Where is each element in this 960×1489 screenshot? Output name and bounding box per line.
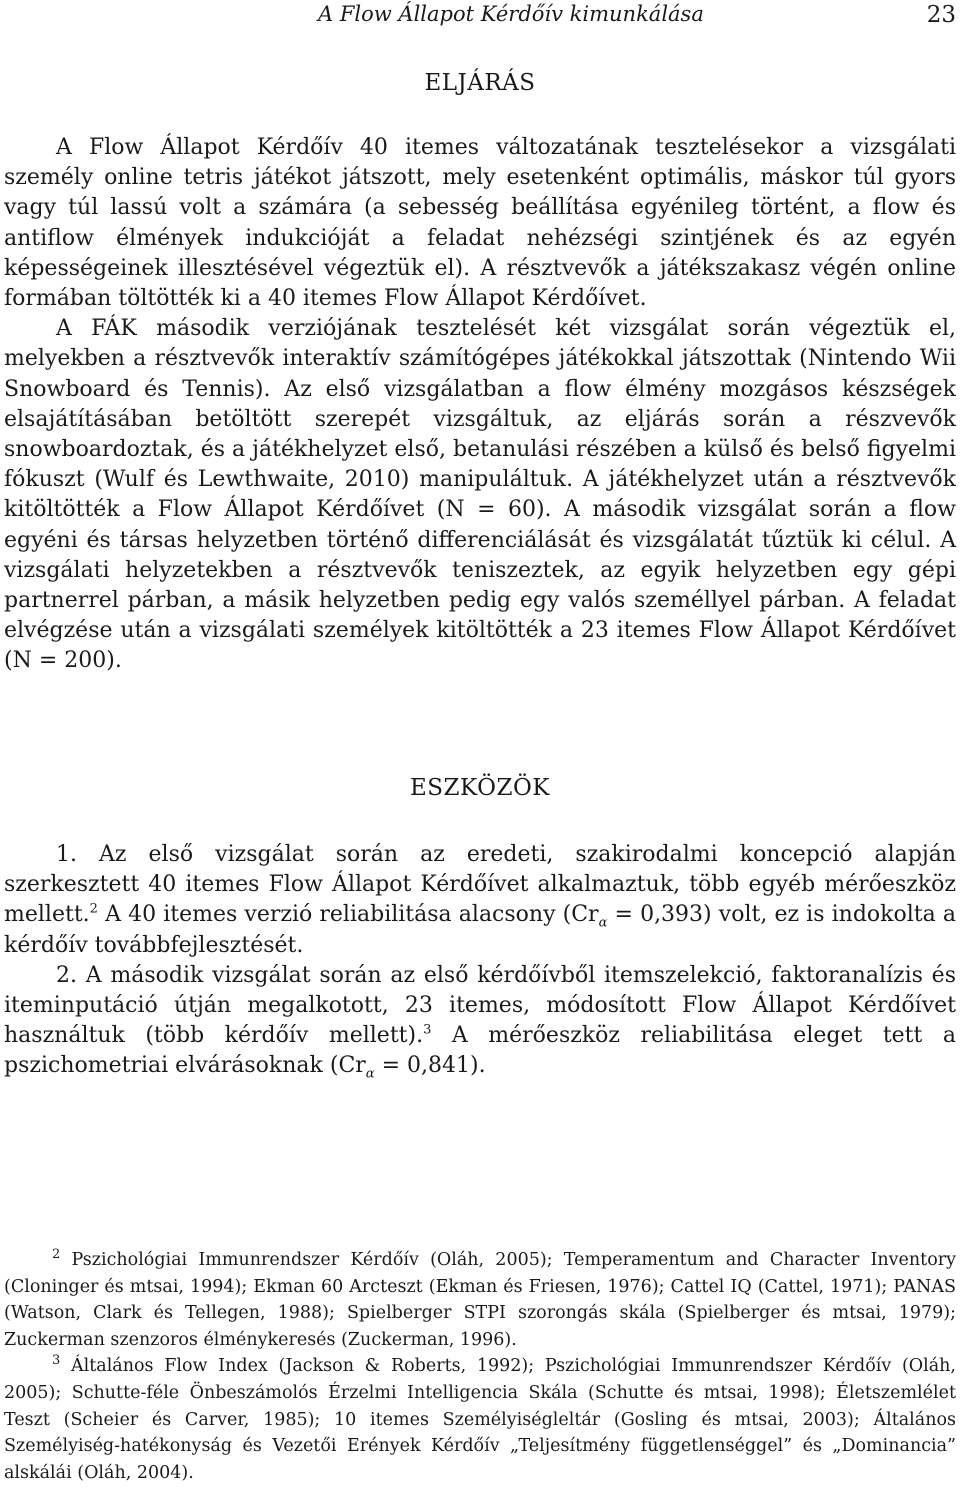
- footnote-3: [4, 1353, 956, 1486]
- footnote-ref-2: 2: [89, 902, 98, 918]
- footnote-3-text: Általános Flow Index (Jackson & Roberts, 1992); Pszichológiai Immunrendszer Kérdőív (Oláh, 2005); Schutte-féle Önbeszámolós Érzelmi Intelligencia Skála (Schutte és mtsai, 1998); Életszemlélet Teszt (Scheier és Carver, 1985); 10 itemes Személyiségleltár (Gosling és mtsai, 2003); Általános Személyiség-hatékonyság és Vezetői Erények Kérdőív „Teljesítmény függetlenséggel” és „Dominancia” alskálái (Oláh, 2004).: [4, 1356, 956, 1483]
- eszkozok-body: [4, 840, 956, 1082]
- item2-text-c: = 0,841).: [374, 1053, 486, 1079]
- item2-text-a: 2. A második vizsgálat során az első kérdőívből itemszelekció, faktoranalízis és iteminputáció útján megalkotott, 23 itemes, módosított Flow Állapot Kérdőívet használtuk (több kérdőív mellett).: [4, 962, 956, 1049]
- eljaras-paragraph-1: A Flow Állapot Kérdőív 40 itemes változatának tesztelésekor a vizsgálati személy online tetris játékot játszott, mely esetenként optimális, máskor túl gyors vagy túl lassú volt a számára (a sebesség beállítása egyénileg történt, a flow és antiflow élmények indukcióját a feladat nehézségi szintjének és az egyén képességeinek illesztésével végeztük el). A résztvevők a játékszakasz végén online formában töltötték ki a 40 itemes Flow Állapot Kérdőívet.: [4, 135, 956, 312]
- running-title: A Flow Állapot Kérdőív kimunkálása: [318, 2, 704, 26]
- item2-text-b: A mérőeszköz reliabilitása eleget tett a pszichometriai elvárásoknak (Cr: [4, 1023, 956, 1079]
- eljaras-paragraph-2: A FÁK második verziójának tesztelését két vizsgálat során végeztük el, melyekben a résztvevők interaktív számítógépes játékokkal játszottak (Nintendo Wii Snowboard és Tennis). Az első vizsgálatban a flow élmény mozgásos készségek elsajátításában betöltött szerepét vizsgáltuk, az eljárás során a részvevők snowboardoztak, és a játékhelyzet első, betanulási részében a külső és belső figyelmi fókuszt (Wulf és Lewthwaite, 2010) manipuláltuk. A játékhelyzet után a résztvevők kitöltötték a Flow Állapot Kérdőívet (N = 60). A második vizsgálat során a flow egyéni és társas helyzetben történő differenciálását és vizsgálatát tűztük ki célul. A vizsgálati helyzetekben a résztvevők teniszeztek, az egyik helyzetben egy gépi partnerrel párban, a másik helyzetben pedig egy valós személlyel párban. A feladat elvégzése után a vizsgálati személyek kitöltötték a 23 itemes Flow Állapot Kérdőívet (N = 200).: [4, 316, 956, 674]
- eljaras-body: [4, 133, 956, 677]
- section-heading-eszkozok: ESZKÖZÖK: [410, 775, 550, 801]
- footnote-2-text: Pszichológiai Immunrendszer Kérdőív (Oláh, 2005); Temperamentum and Character Inventory (Cloninger és mtsai, 1994); Ekman 60 Arcteszt (Ekman és Friesen, 1976); Cattel IQ (Cattel, 1971); PANAS (Watson, Clark és Tellegen, 1988); Spielberger STPI szorongás skála (Spielberger és mtsai, 1979); Zuckerman szenzoros élménykeresés (Zuckerman, 1996).: [4, 1250, 956, 1350]
- footnote-2: [4, 1247, 956, 1353]
- eszkozok-item-1: [4, 840, 956, 961]
- footnote-2-mark: 2: [52, 1247, 61, 1263]
- item1-text-a: 1. Az első vizsgálat során az eredeti, szakirodalmi koncepció alapján szerkesztett 40 itemes Flow Állapot Kérdőívet alkalmaztuk, több egyéb mérőeszköz mellett.: [4, 842, 956, 928]
- item1-text-b: A 40 itemes verzió reliabilitása alacsony (Cr: [97, 902, 599, 928]
- alpha-subscript: α: [365, 1066, 375, 1082]
- item1-text-c: = 0,393) volt, ez is indokolta a kérdőív továbbfejlesztését.: [4, 902, 956, 958]
- footnote-ref-3: 3: [423, 1022, 432, 1038]
- eszkozok-item-2: [4, 961, 956, 1082]
- alpha-subscript: α: [598, 915, 608, 931]
- section-heading-eljaras: ELJÁRÁS: [424, 70, 536, 96]
- page-number: 23: [926, 2, 956, 28]
- footnote-3-mark: 3: [52, 1353, 61, 1369]
- footnotes: [4, 1247, 956, 1486]
- running-head: [0, 2, 960, 32]
